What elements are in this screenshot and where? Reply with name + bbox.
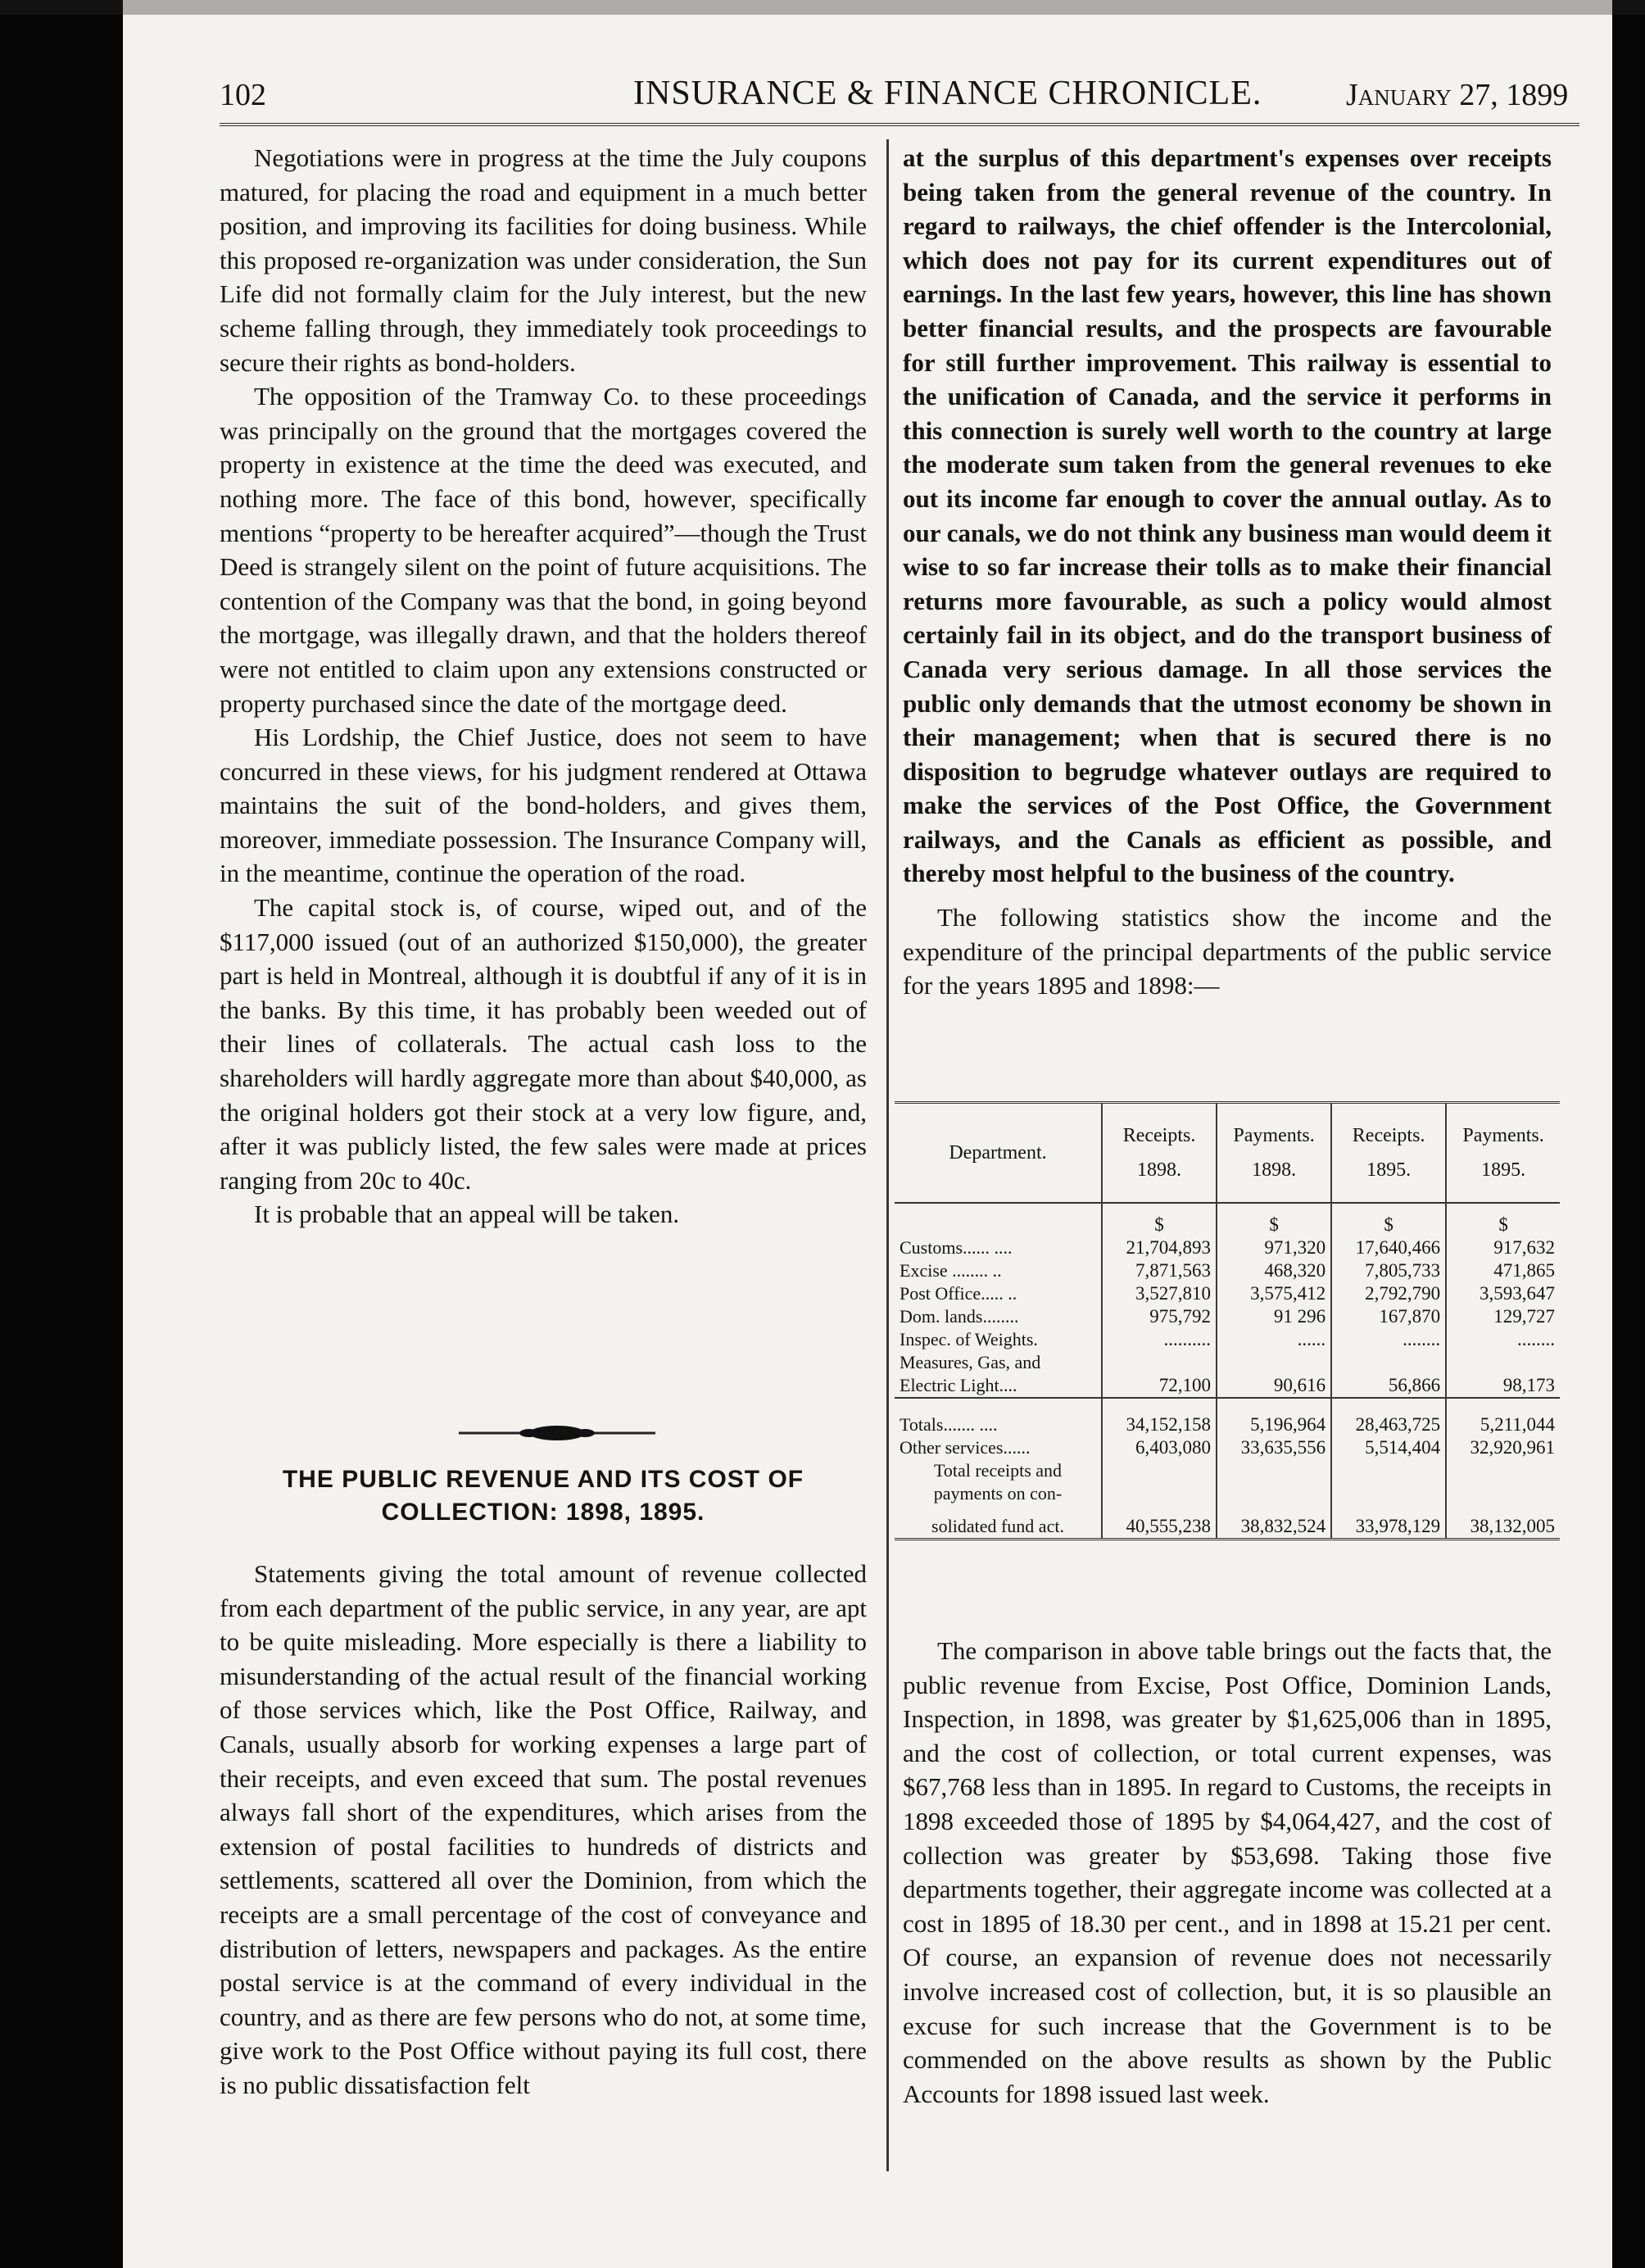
value-cell: 5,211,044 (1446, 1398, 1560, 1436)
value-cell: 468,320 (1217, 1259, 1331, 1282)
paragraph: The comparison in above table brings out the facts that, the public revenue from Excise, Post Office, Dominion Lands, Inspection, in 1898, was greater by $1,625,006 than in 1895, and the cost of collection, or total current expenses, was $67,768 less than in 1895. In regard to Customs, the receipts in 1898 exceeded those of 1895 by $4,064,427, and the cost of collection was greater by $53,698. Taking those five departments together, their aggregate income was collected at a cost in 1895 of 18.30 per cent., and in 1898 at 15.21 per cent. Of course, an expansion of revenue does not necessarily involve increased cost of collection, but, it is so plausible an excuse for such increase that the Government is to be commended on the above results as shown by the Public Accounts for 1898 issued last week. (903, 1636, 1552, 2108)
column-header: Payments. 1895. (1446, 1103, 1560, 1204)
paragraph: The capital stock is, of course, wiped out, and of the $117,000 issued (out of an authorized $150,000), the greater part is held in Montreal, although it is doubtful if any of it is in the banks. By this time, it has probably been weeded out of their lines of collaterals. The actual cash loss to the shareholders will hardly aggregate more than about $40,000, as the original holders got their stock at a very low figure, and, after it was publicly listed, the few sales were made at prices ranging from 20c to 40c. (220, 893, 867, 1195)
value-cell: 3,527,810 (1102, 1282, 1217, 1305)
value-cell: 38,832,524 (1217, 1505, 1331, 1540)
statistics-table-container (895, 1101, 1560, 1603)
department-cell: solidated fund act. (895, 1505, 1102, 1540)
paragraph: His Lordship, the Chief Justice, does not seem to have concurred in these views, for his judgment rendered at Ottawa maintains the suit of the bond-holders, and gives them, moreover, immediate possession. The Insurance Company will, in the meantime, continue the operation of the road. (220, 723, 867, 888)
table-row (895, 1482, 1560, 1505)
table-header-row (895, 1103, 1560, 1204)
currency-symbol: $ (1446, 1203, 1560, 1236)
value-cell: 98,173 (1446, 1374, 1560, 1398)
value-cell: 7,805,733 (1331, 1259, 1446, 1282)
consolidated-row (895, 1505, 1560, 1540)
department-cell: payments on con- (933, 1483, 1063, 1504)
column-rule (886, 139, 889, 2171)
table-row (895, 1305, 1560, 1328)
value-cell: 471,865 (1446, 1259, 1560, 1282)
value-cell: ...... (1217, 1328, 1331, 1351)
department-cell: Post Office..... .. (900, 1283, 1017, 1304)
column-header: Payments. 1898. (1217, 1103, 1331, 1204)
paragraph: The following statistics show the income and the expenditure of the principal departments of the public service for the years 1895 and 1898:— (903, 903, 1552, 1000)
department-cell: Total receipts and (933, 1460, 1063, 1481)
header-rule (220, 123, 1579, 126)
value-cell: 5,196,964 (1217, 1398, 1331, 1436)
right-column-continued (903, 1634, 1552, 2111)
currency-row (895, 1203, 1560, 1236)
table-row (895, 1259, 1560, 1282)
left-column (220, 141, 867, 1232)
left-column-section (220, 1557, 867, 2102)
currency-symbol: $ (1217, 1203, 1331, 1236)
value-cell: 167,870 (1331, 1305, 1446, 1328)
value-cell: 28,463,725 (1331, 1398, 1446, 1436)
paragraph: The opposition of the Tramway Co. to these proceedings was principally on the ground that the mortgages covered the property in existence at the time the deed was executed, and nothing more. The face of this bond, however, specifically mentions “property to be hereafter acquired”—though the Trust Deed is strangely silent on the point of future acquisitions. The contention of the Company was that the bond, in going beyond the mortgage, was illegally drawn, and that the holders thereof were not entitled to claim upon any extensions constructed or property purchased since the date of the mortgage deed. (220, 382, 867, 718)
value-cell: ........ (1446, 1328, 1560, 1351)
scan-border-top (0, 0, 1645, 15)
department-cell: Measures, Gas, and (900, 1352, 1041, 1372)
value-cell: 5,514,404 (1331, 1436, 1446, 1459)
page-number: 102 (220, 78, 266, 112)
value-cell: 34,152,158 (1102, 1398, 1217, 1436)
department-cell: Electric Light.... (900, 1375, 1017, 1395)
table-row (895, 1374, 1560, 1398)
department-cell: Totals....... .... (895, 1398, 1102, 1436)
paragraph: Statements giving the total amount of revenue collected from each department of the public service, in any year, are apt to be quite misleading. More especially is there a liability to misunderstanding of the actual result of the financial working of those services which, like the Post Office, Railway, and Canals, usually absorb for working expenses a large part of their receipts, and even exceed that sum. The postal revenues always fall short of the expenditures, which arises from the extension of postal facilities to hundreds of districts and settlements, scattered all over the Dominion, from which the receipts are a small percentage of the cost of conveyance and distribution of letters, newspapers and packages. As the entire postal service is at the command of every individual in the country, and as there are few persons who do not, at some time, give work to the Post Office without paying its full cost, there is no public dissatisfaction felt (220, 1559, 867, 2099)
value-cell: 17,640,466 (1331, 1236, 1446, 1259)
department-cell: Dom. lands........ (900, 1306, 1019, 1327)
paragraph: It is probable that an appeal will be taken. (254, 1200, 680, 1229)
table-row (895, 1459, 1560, 1482)
table-row (895, 1236, 1560, 1259)
scan-border-right (1612, 0, 1645, 2268)
table-row (895, 1328, 1560, 1351)
value-cell: 21,704,893 (1102, 1236, 1217, 1259)
department-cell: Excise ........ .. (900, 1260, 1002, 1281)
value-cell: 91 296 (1217, 1305, 1331, 1328)
value-cell: 3,575,412 (1217, 1282, 1331, 1305)
value-cell: 3,593,647 (1446, 1282, 1560, 1305)
value-cell: .......... (1102, 1328, 1217, 1351)
value-cell: 971,320 (1217, 1236, 1331, 1259)
right-column (903, 141, 1552, 1003)
value-cell: 56,866 (1331, 1374, 1446, 1398)
column-header-department: Department. (895, 1103, 1102, 1204)
department-cell: Other services...... (900, 1437, 1031, 1458)
value-cell: 33,635,556 (1217, 1436, 1331, 1459)
totals-row (895, 1398, 1560, 1436)
value-cell: 32,920,961 (1446, 1436, 1560, 1459)
column-header: Receipts. 1898. (1102, 1103, 1217, 1204)
table-row (895, 1351, 1560, 1374)
column-header: Receipts. 1895. (1331, 1103, 1446, 1204)
value-cell: 975,792 (1102, 1305, 1217, 1328)
value-cell: 90,616 (1217, 1374, 1331, 1398)
value-cell: 33,978,129 (1331, 1505, 1446, 1540)
scan-border-left (0, 0, 123, 2268)
section-heading: THE PUBLIC REVENUE AND ITS COST OF COLLECTION: 1898, 1895. (282, 1466, 804, 1526)
value-cell: 7,871,563 (1102, 1259, 1217, 1282)
value-cell: 129,727 (1446, 1305, 1560, 1328)
issue-date: January 27, 1899 (1346, 78, 1569, 112)
value-cell: 72,100 (1102, 1374, 1217, 1398)
currency-symbol: $ (1331, 1203, 1446, 1236)
paragraph: at the surplus of this department's expenses over receipts being taken from the general revenue of the country. In regard to railways, the chief offender is the Intercolonial, which does not pay for its current expenditures out of earnings. In the last few years, however, this line has shown better financial results, and the prospects are favourable for still further improvement. This railway is essential to the unification of Canada, and the service it performs in this connection is surely well worth to the country at large the moderate sum taken from the general revenues to eke out its income far enough to cover the annual outlay. As to our canals, we do not think any business man would deem it wise to so far increase their tolls as to make their financial returns more favourable, as such a policy would almost certainly fail in its object, and do the transport business of Canada very serious damage. In all those services the public only demands that the utmost economy be shown in their management; when that is secured there is no disposition to begrudge whatever outlays are required to make the services of the Post Office, the Government railways, and the Canals as efficient as possible, and thereby most helpful to the business of the country. (903, 143, 1552, 888)
value-cell: 917,632 (1446, 1236, 1560, 1259)
table-row (895, 1436, 1560, 1459)
value-cell: 40,555,238 (1102, 1505, 1217, 1540)
value-cell: ........ (1331, 1328, 1446, 1351)
statistics-table (895, 1101, 1560, 1540)
department-cell: Customs...... .... (900, 1237, 1013, 1258)
page-header (220, 72, 1579, 121)
value-cell: 2,792,790 (1331, 1282, 1446, 1305)
value-cell: 38,132,005 (1446, 1505, 1560, 1540)
table-row (895, 1282, 1560, 1305)
value-cell: 6,403,080 (1102, 1436, 1217, 1459)
currency-symbol: $ (1102, 1203, 1217, 1236)
journal-title: INSURANCE & FINANCE CHRONICLE. (633, 75, 1262, 112)
paragraph: Negotiations were in progress at the time the July coupons matured, for placing the road and equipment in a much better position, and improving its facilities for doing business. While this proposed re-organization was under consideration, the Sun Life did not formally claim for the July interest, but the new scheme falling through, they immediately took proceedings to secure their rights as bond-holders. (220, 143, 867, 377)
ornament-divider-icon (459, 1421, 655, 1445)
department-cell: Inspec. of Weights. (900, 1329, 1038, 1349)
